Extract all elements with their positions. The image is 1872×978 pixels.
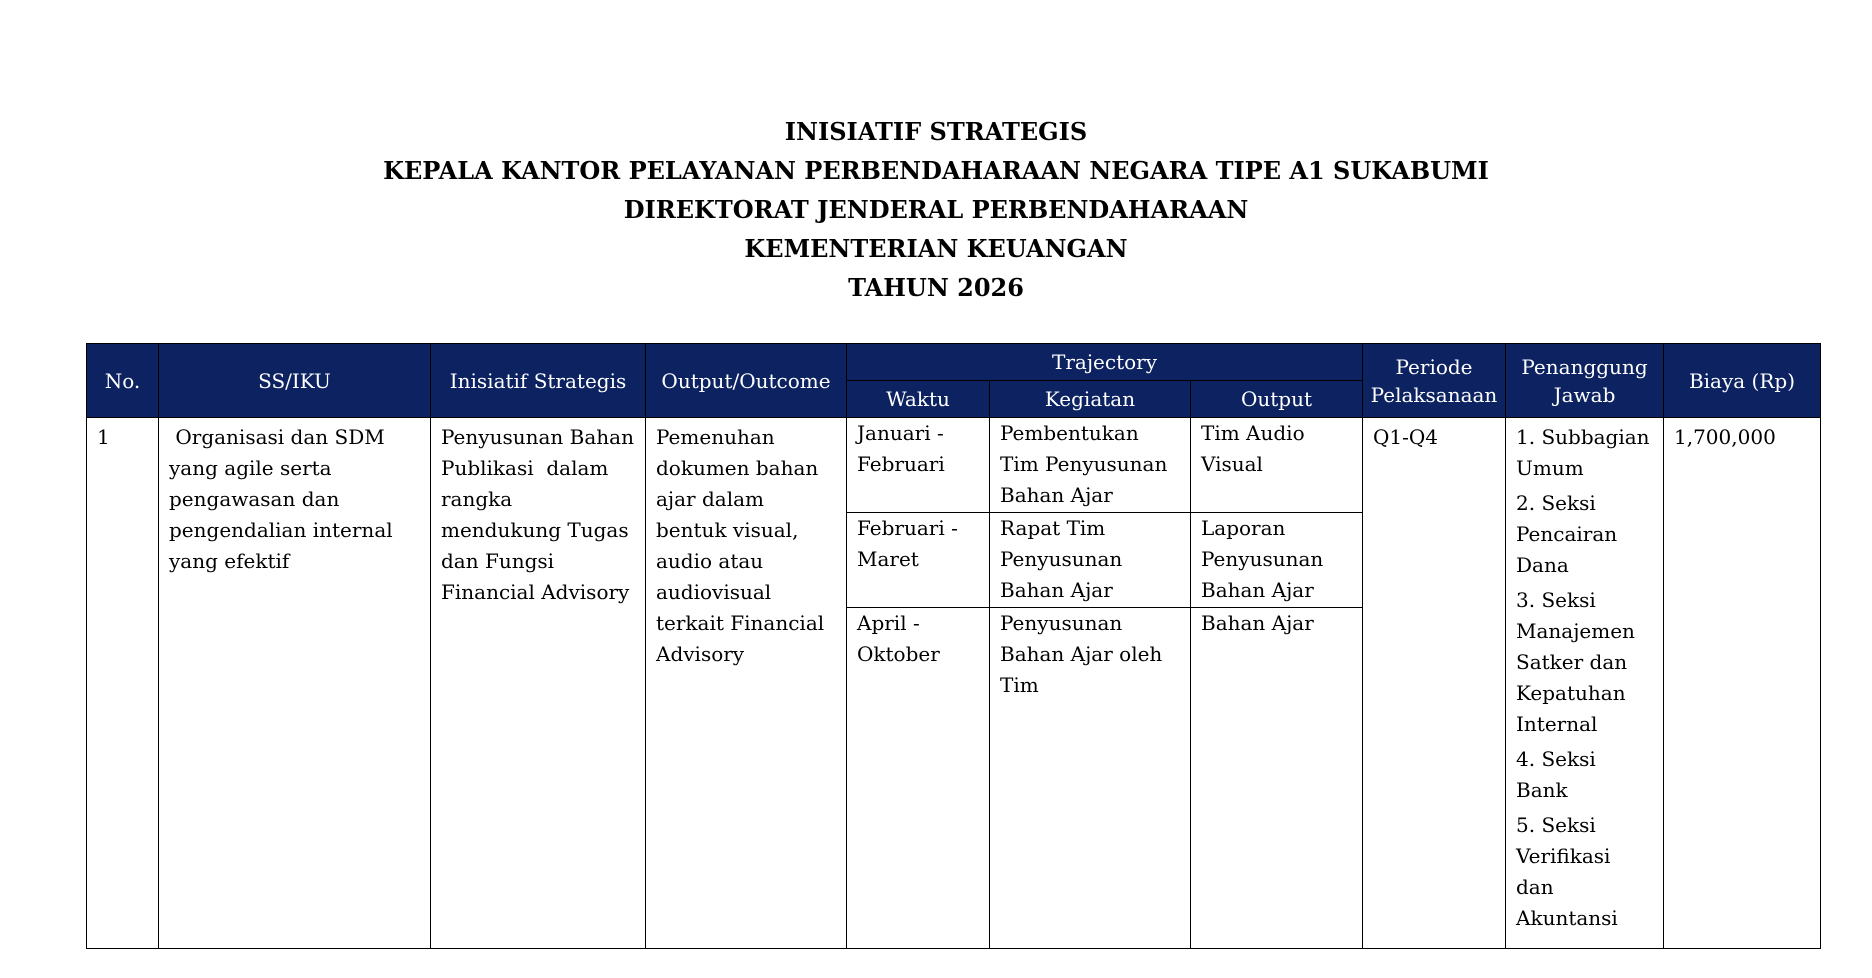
kegiatan-item: Rapat Tim Penyusunan Bahan Ajar (990, 513, 1190, 608)
header-waktu: Waktu (847, 381, 990, 418)
inisiatif-text: Penyusunan Bahan Publikasi dalam rangka mendukung Tugas dan Fungsi Financial Advisory (441, 425, 641, 604)
kegiatan-item: Penyusunan Bahan Ajar oleh Tim (1000, 611, 1163, 697)
waktu-item: April - Oktober (857, 611, 940, 666)
header-output-outcome: Output/Outcome (646, 344, 847, 418)
output-item: Bahan Ajar (1201, 611, 1314, 635)
kegiatan-item: Pembentukan Tim Penyusunan Bahan Ajar (990, 418, 1190, 513)
waktu-item: Januari - Februari (847, 418, 989, 513)
title-line-5: TAHUN 2026 (848, 273, 1024, 302)
title-line-1: INISIATIF STRATEGIS (784, 117, 1088, 146)
row-number: 1 (97, 425, 110, 449)
waktu-item: Februari - Maret (847, 513, 989, 608)
penanggung-item: 2. Seksi Pencairan Dana (1516, 491, 1618, 577)
cell-kegiatan (990, 418, 1191, 949)
output-outcome-text: Pemenuhan dokumen bahan ajar dalam bentuk visual, audio atau audiovisual terkait Financial Advisory (656, 425, 825, 666)
title-line-3: DIREKTORAT JENDERAL PERBENDAHARAAN (623, 195, 1249, 224)
header-kegiatan: Kegiatan (990, 381, 1191, 418)
strategic-initiative-table (86, 343, 1821, 949)
penanggung-list (1506, 418, 1663, 934)
cell-no (87, 418, 159, 949)
document-title-block (0, 112, 1872, 307)
cell-output (1191, 418, 1363, 949)
title-line-2: KEPALA KANTOR PELAYANAN PERBENDAHARAAN NEGARA TIPE A1 SUKABUMI (383, 156, 1489, 185)
penanggung-item: 4. Seksi Bank (1516, 747, 1596, 802)
header-no: No. (87, 344, 159, 418)
header-inisiatif-strategis: Inisiatif Strategis (431, 344, 646, 418)
header-periode-pelaksanaan: Periode Pelaksanaan (1363, 344, 1506, 418)
cell-periode (1363, 418, 1506, 949)
cell-waktu (847, 418, 990, 949)
penanggung-item: 3. Seksi Manajemen Satker dan Kepatuhan Internal (1516, 588, 1635, 736)
ss-iku-text: Organisasi dan SDM yang agile serta pengawasan dan pengendalian internal yang efektif (169, 425, 399, 573)
header-ss-iku: SS/IKU (159, 344, 431, 418)
header-trajectory: Trajectory (847, 344, 1363, 381)
biaya-text: 1,700,000 (1674, 425, 1776, 449)
penanggung-item: 1. Subbagian Umum (1516, 425, 1650, 480)
header-penanggung-jawab: Penanggung Jawab (1506, 344, 1664, 418)
cell-output-outcome (646, 418, 847, 949)
cell-ss-iku (159, 418, 431, 949)
periode-text: Q1-Q4 (1373, 425, 1438, 449)
penanggung-item: 5. Seksi Verifikasi dan Akuntansi (1516, 813, 1618, 930)
table-row (87, 418, 1821, 949)
header-biaya: Biaya (Rp) (1664, 344, 1821, 418)
cell-penanggung-jawab (1506, 418, 1664, 949)
title-line-4: KEMENTERIAN KEUANGAN (744, 234, 1128, 263)
cell-biaya (1664, 418, 1821, 949)
cell-inisiatif (431, 418, 646, 949)
output-item: Laporan Penyusunan Bahan Ajar (1191, 513, 1362, 608)
output-item: Tim Audio Visual (1191, 418, 1362, 513)
header-output: Output (1191, 381, 1363, 418)
